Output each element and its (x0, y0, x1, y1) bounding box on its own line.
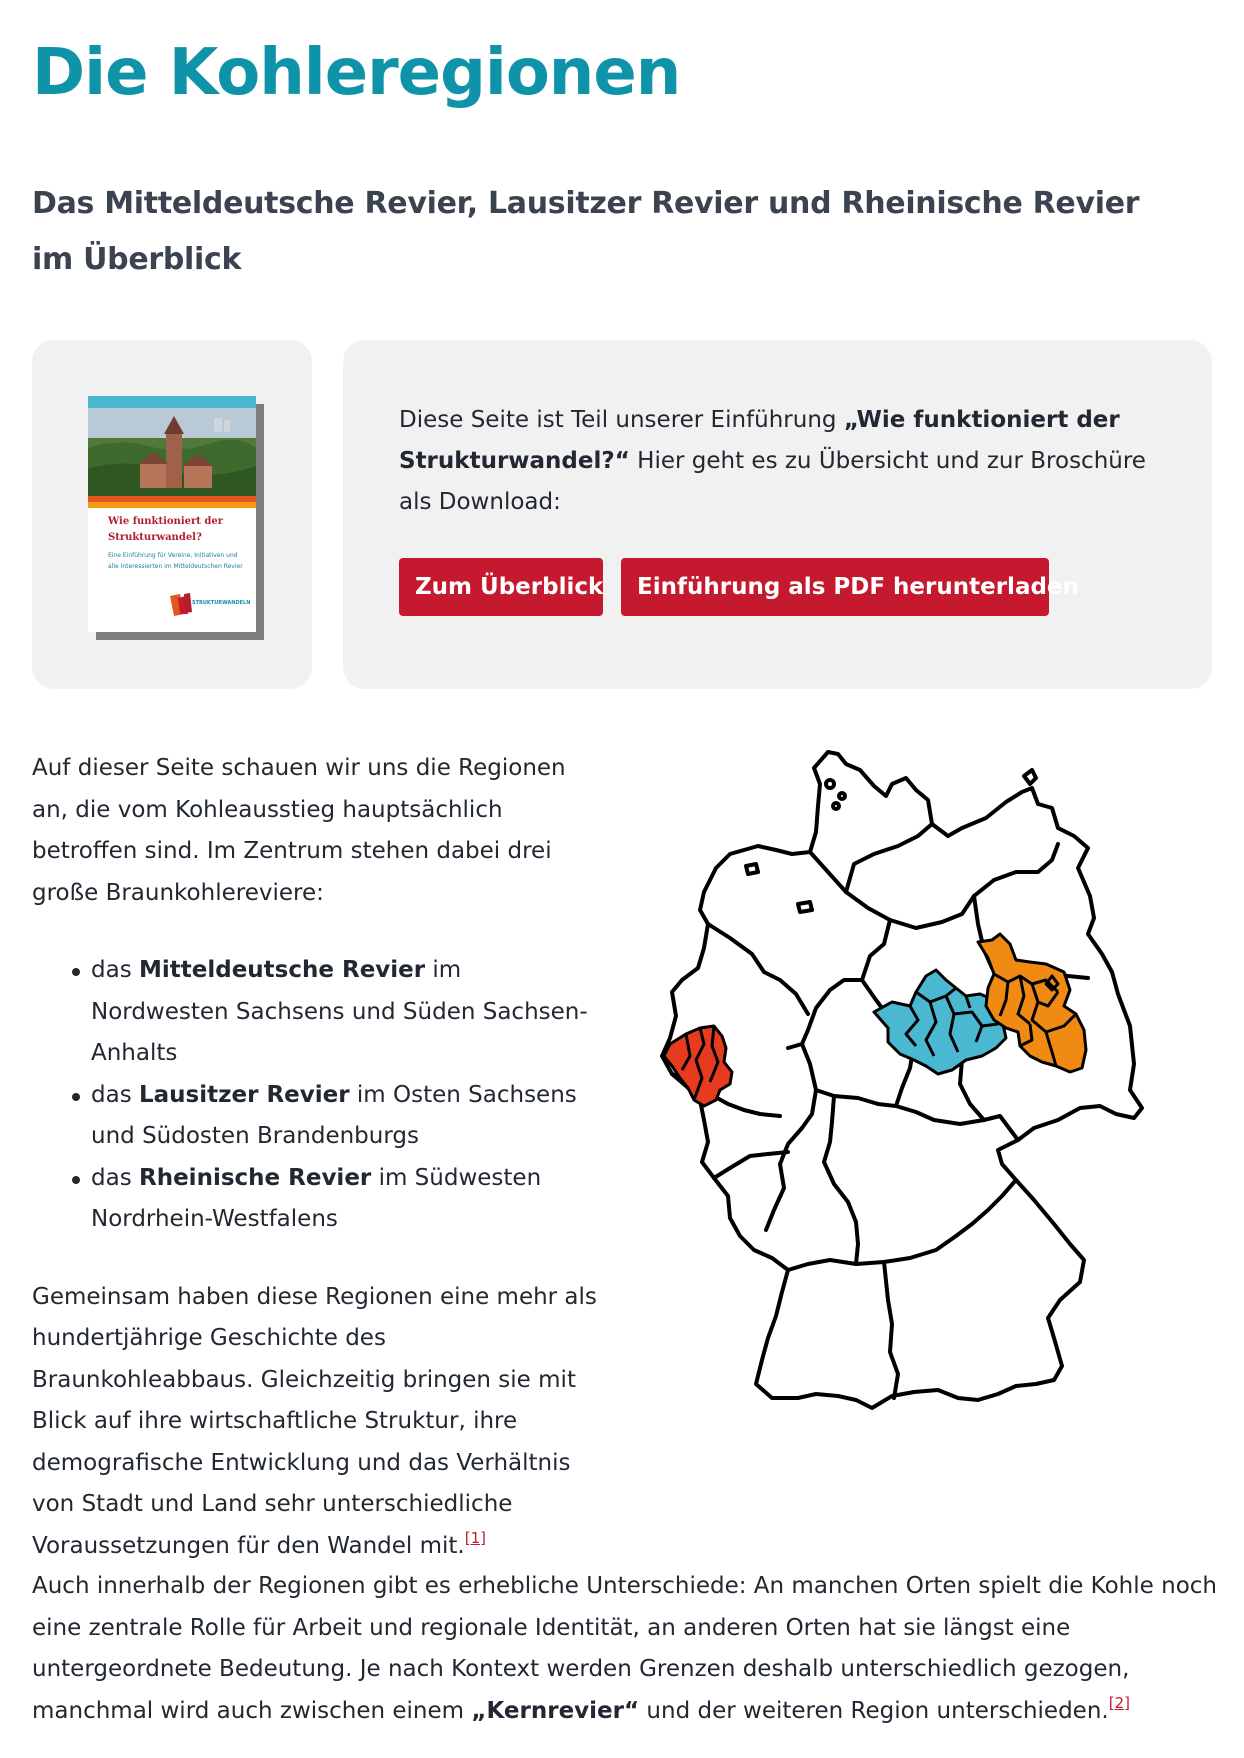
paragraph-differences: Auch innerhalb der Regionen gibt es erhebliche Unterschiede: An manchen Orten spielt die Kohle noch eine zentrale Rolle für Arbeit und regionale Identität, an anderen Orten hat sie längst eine untergeordnete Bedeutung. Je nach Kontext werden Grenzen deshalb unterschiedlich gezogen, manchmal wird auch zwischen einem „Kernrevier“ und der weiteren Region unterschieden.[2] (32, 1573, 1217, 1724)
footnote-link[interactable]: [2] (1108, 1693, 1130, 1712)
intro-brochure-title: „Wie funktioniert der Strukturwandel?“ (399, 407, 1120, 474)
lausitzer-revier-region[interactable] (978, 934, 1086, 1072)
germany-outline (662, 752, 1142, 1408)
brochure-title: Wie funktioniert der Strukturwandel? (108, 516, 223, 543)
brochure-logo-text: STRUKTURWANDELN (192, 600, 251, 606)
revier-list (32, 950, 602, 1241)
intro-text: Diese Seite ist Teil unserer Einführung „Wie funktioniert der Strukturwandel?“ Hier geht es zu Übersicht und zur Broschüre als Download: (399, 407, 1146, 515)
germany-coal-regions-map (660, 744, 1220, 1464)
intro-card (343, 340, 1212, 689)
mitteldeutsches-revier-region[interactable] (874, 970, 1006, 1074)
mitteldeutsch-shape (874, 970, 1006, 1074)
list-item: das Rheinische Revier im Südwesten Nordrhein-Westfalens (32, 1158, 602, 1241)
brochure-card (32, 340, 312, 689)
paragraph-history: Gemeinsam haben diese Regionen eine mehr als hundertjährige Geschichte des Braunkohleabbaus. Gleichzeitig bringen sie mit Blick auf ihre wirtschaftliche Struktur, ihre demografische Entwicklung und das Verhältnis von Stadt und Land sehr unterschiedliche Voraussetzungen für den Wandel mit.[1] (32, 1283, 597, 1559)
brochure-cover-photo (88, 408, 256, 496)
brochure-subtitle: Eine Einführung für Vereine, Initiativen und alle Interessierten im Mitteldeutschen Revier (108, 552, 243, 570)
list-item: das Mitteldeutsche Revier im Nordwesten Sachsens und Süden Sachsen-Anhalts (32, 950, 602, 1075)
download-pdf-button[interactable]: Einführung als PDF herunterladen (621, 558, 1049, 616)
list-item: das Lausitzer Revier im Osten Sachsens und Südosten Brandenburgs (32, 1075, 602, 1158)
rheinisches-revier-region[interactable] (664, 1026, 732, 1106)
brochure-cover-stripe (88, 502, 256, 508)
footnote-link[interactable]: [1] (464, 1528, 486, 1547)
page-subtitle: Das Mitteldeutsche Revier, Lausitzer Revier und Rheinische Revier im Überblick (32, 186, 1140, 277)
brochure-cover-top-band (88, 396, 256, 408)
brochure-cover[interactable] (88, 396, 256, 632)
page-title: Die Kohleregionen (32, 36, 681, 110)
content-column (32, 748, 602, 1603)
overview-button[interactable]: Zum Überblick (399, 558, 603, 616)
lausitz-shape (978, 934, 1086, 1072)
paragraph-intro: Auf dieser Seite schauen wir uns die Regionen an, die vom Kohleausstieg hauptsächlich betroffen sind. Im Zentrum stehen dabei drei große Braunkohlereviere: (32, 755, 566, 906)
